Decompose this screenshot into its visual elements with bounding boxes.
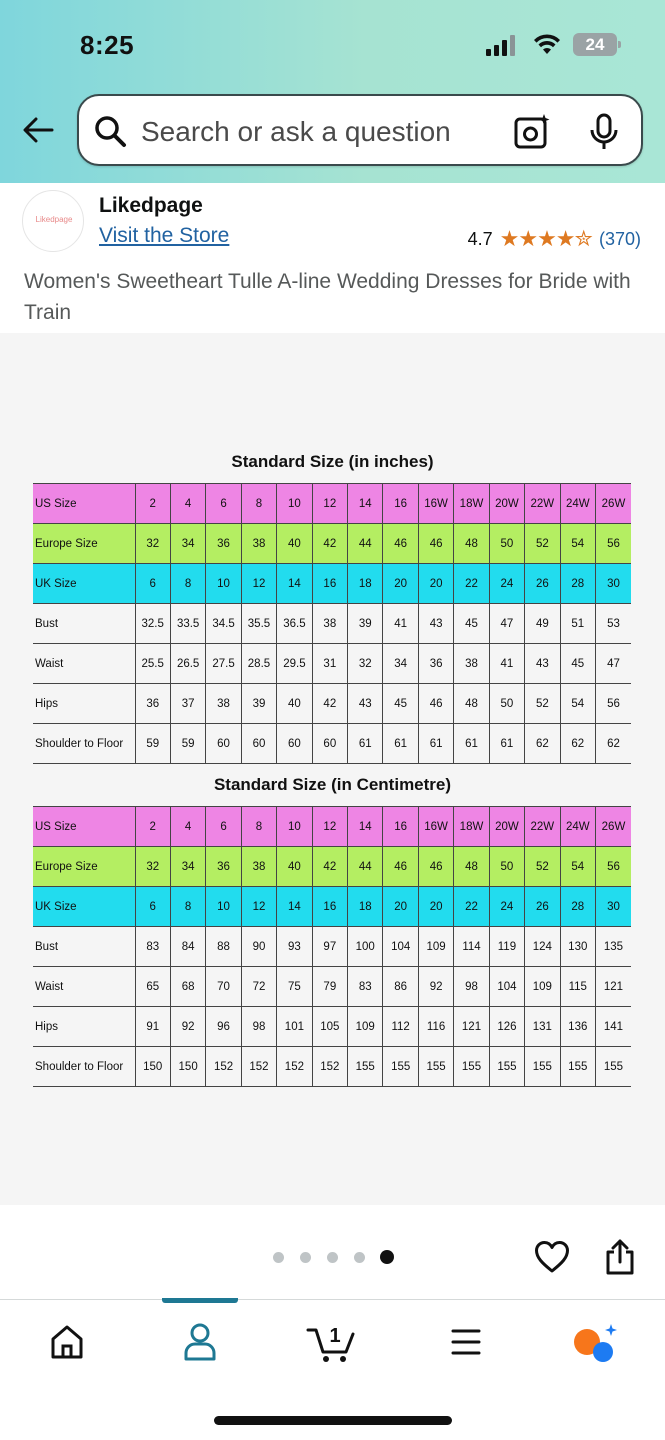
size-cell: 152 — [206, 1047, 241, 1087]
size-cell: 14 — [277, 564, 312, 604]
size-chart-inches — [33, 483, 631, 764]
size-cell: 6 — [135, 887, 170, 927]
carousel-dot[interactable] — [327, 1252, 338, 1263]
size-cell: 41 — [489, 644, 524, 684]
size-cell: 52 — [525, 847, 560, 887]
size-cell: 10 — [277, 484, 312, 524]
size-cell: 62 — [525, 724, 560, 764]
size-cell: 26 — [525, 564, 560, 604]
size-cell: 42 — [312, 684, 347, 724]
size-cell: 26.5 — [170, 644, 205, 684]
size-row-label: Waist — [35, 980, 64, 993]
size-cell: 10 — [277, 807, 312, 847]
size-cell: 16 — [383, 484, 418, 524]
brand-name: Likedpage — [99, 194, 203, 217]
size-cell: 65 — [135, 967, 170, 1007]
size-row-label: Shoulder to Floor — [35, 737, 124, 750]
store-logo[interactable] — [22, 190, 84, 252]
size-cell: 22 — [454, 564, 489, 604]
size-cell: 104 — [383, 927, 418, 967]
size-chart-centimetres — [33, 806, 631, 1087]
size-row — [33, 887, 631, 927]
status-time: 8:25 — [80, 30, 135, 60]
rating-summary[interactable] — [468, 226, 641, 252]
visit-store-link[interactable]: Visit the Store — [99, 224, 230, 247]
size-cell: 43 — [525, 644, 560, 684]
size-cell: 36 — [135, 684, 170, 724]
size-cell: 14 — [348, 484, 383, 524]
size-cell: 72 — [241, 967, 276, 1007]
size-cell: 62 — [560, 724, 595, 764]
size-cell: 56 — [595, 524, 631, 564]
size-cell: 100 — [348, 927, 383, 967]
size-cell: 115 — [560, 967, 595, 1007]
size-cell: 6 — [206, 807, 241, 847]
size-cell: 48 — [454, 684, 489, 724]
size-row-label: Waist — [35, 657, 64, 670]
size-cell: 51 — [560, 604, 595, 644]
size-cell: 131 — [525, 1007, 560, 1047]
size-cell: 38 — [206, 684, 241, 724]
size-cell: 52 — [525, 684, 560, 724]
size-cell: 20W — [489, 807, 524, 847]
size-cell: 121 — [595, 967, 631, 1007]
size-cell: 36 — [206, 847, 241, 887]
size-cell: 29.5 — [277, 644, 312, 684]
carousel-dot[interactable] — [354, 1252, 365, 1263]
size-cell: 4 — [170, 484, 205, 524]
size-cell: 98 — [454, 967, 489, 1007]
size-cell: 39 — [348, 604, 383, 644]
size-cell: 38 — [241, 847, 276, 887]
size-cell: 79 — [312, 967, 347, 1007]
size-cell: 31 — [312, 644, 347, 684]
size-cell: 56 — [595, 684, 631, 724]
size-cell: 32.5 — [135, 604, 170, 644]
size-cell: 34.5 — [206, 604, 241, 644]
size-cell: 93 — [277, 927, 312, 967]
rufus-icon[interactable] — [572, 1322, 620, 1362]
battery-icon: 24 — [573, 33, 617, 56]
size-cell: 43 — [348, 684, 383, 724]
size-cell: 104 — [489, 967, 524, 1007]
size-cell: 6 — [135, 564, 170, 604]
size-cell: 36.5 — [277, 604, 312, 644]
size-cell: 32 — [135, 847, 170, 887]
size-cell: 35.5 — [241, 604, 276, 644]
size-cell: 62 — [595, 724, 631, 764]
size-cell: 150 — [170, 1047, 205, 1087]
size-cell: 59 — [170, 724, 205, 764]
size-cell: 54 — [560, 524, 595, 564]
size-cell: 8 — [170, 887, 205, 927]
size-cell: 126 — [489, 1007, 524, 1047]
carousel-dot[interactable] — [380, 1250, 394, 1264]
size-cell: 36 — [418, 644, 453, 684]
size-cell: 46 — [383, 524, 418, 564]
size-cell: 119 — [489, 927, 524, 967]
size-cell: 109 — [348, 1007, 383, 1047]
size-cell: 33.5 — [170, 604, 205, 644]
size-cell: 38 — [312, 604, 347, 644]
size-cell: 136 — [560, 1007, 595, 1047]
size-cell: 112 — [383, 1007, 418, 1047]
size-cell: 44 — [348, 524, 383, 564]
size-cell: 59 — [135, 724, 170, 764]
size-cell: 10 — [206, 564, 241, 604]
size-row — [33, 724, 631, 764]
size-cell: 8 — [170, 564, 205, 604]
size-cell: 109 — [525, 967, 560, 1007]
size-cell: 12 — [241, 564, 276, 604]
size-row — [33, 1007, 631, 1047]
size-cell: 10 — [206, 887, 241, 927]
size-cell: 20 — [383, 564, 418, 604]
size-cell: 49 — [525, 604, 560, 644]
active-tab-indicator — [162, 1298, 238, 1303]
size-cell: 20W — [489, 484, 524, 524]
size-row-label: US Size — [35, 497, 77, 510]
size-cell: 24 — [489, 887, 524, 927]
size-row-label: Bust — [35, 940, 59, 953]
size-cell: 114 — [454, 927, 489, 967]
size-cell: 54 — [560, 847, 595, 887]
size-cell: 26W — [595, 484, 631, 524]
size-row-label: Shoulder to Floor — [35, 1060, 124, 1073]
size-cell: 16W — [418, 484, 453, 524]
size-cell: 152 — [277, 1047, 312, 1087]
size-cell: 22 — [454, 887, 489, 927]
size-cell: 42 — [312, 524, 347, 564]
microphone-icon[interactable] — [589, 112, 619, 152]
size-cell: 68 — [170, 967, 205, 1007]
size-cell: 12 — [312, 484, 347, 524]
size-cell: 18W — [454, 484, 489, 524]
size-row-label: Hips — [35, 697, 59, 710]
size-cell: 45 — [383, 684, 418, 724]
size-cell: 37 — [170, 684, 205, 724]
size-cell: 61 — [489, 724, 524, 764]
size-row — [33, 807, 631, 847]
store-logo-text: Likedpage — [35, 215, 73, 224]
size-cell: 155 — [383, 1047, 418, 1087]
size-cell: 25.5 — [135, 644, 170, 684]
size-cell: 20 — [418, 564, 453, 604]
size-cell: 130 — [560, 927, 595, 967]
search-placeholder[interactable]: Search or ask a question — [141, 116, 451, 147]
size-row — [33, 927, 631, 967]
size-cell: 16 — [312, 887, 347, 927]
size-row — [33, 1047, 631, 1087]
size-cell: 61 — [348, 724, 383, 764]
size-cell: 32 — [135, 524, 170, 564]
size-cell: 18 — [348, 887, 383, 927]
size-cell: 20 — [418, 887, 453, 927]
size-row — [33, 644, 631, 684]
size-cell: 48 — [454, 524, 489, 564]
size-cell: 40 — [277, 847, 312, 887]
size-cell: 16W — [418, 807, 453, 847]
size-cell: 141 — [595, 1007, 631, 1047]
size-cell: 44 — [348, 847, 383, 887]
signal-icon — [486, 34, 520, 56]
size-cell: 24 — [489, 564, 524, 604]
size-cell: 101 — [277, 1007, 312, 1047]
size-cell: 96 — [206, 1007, 241, 1047]
size-cell: 12 — [241, 887, 276, 927]
size-cell: 83 — [348, 967, 383, 1007]
size-cell: 18W — [454, 807, 489, 847]
size-cell: 152 — [312, 1047, 347, 1087]
size-cell: 26 — [525, 887, 560, 927]
size-cell: 2 — [135, 484, 170, 524]
size-cell: 61 — [454, 724, 489, 764]
size-cell: 45 — [454, 604, 489, 644]
account-icon[interactable] — [183, 1322, 217, 1362]
size-cell: 46 — [418, 524, 453, 564]
size-cell: 155 — [418, 1047, 453, 1087]
size-row — [33, 484, 631, 524]
size-row-label: US Size — [35, 820, 77, 833]
size-cell: 91 — [135, 1007, 170, 1047]
size-cell: 97 — [312, 927, 347, 967]
size-cell: 84 — [170, 927, 205, 967]
size-cell: 14 — [277, 887, 312, 927]
size-cell: 88 — [206, 927, 241, 967]
size-row — [33, 967, 631, 1007]
size-chart-cm-title: Standard Size (in Centimetre) — [213, 775, 452, 794]
size-cell: 36 — [206, 524, 241, 564]
size-cell: 98 — [241, 1007, 276, 1047]
size-cell: 83 — [135, 927, 170, 967]
size-cell: 28 — [560, 887, 595, 927]
size-cell: 152 — [241, 1047, 276, 1087]
size-cell: 8 — [241, 484, 276, 524]
size-cell: 50 — [489, 684, 524, 724]
size-row — [33, 684, 631, 724]
size-chart-inch-title: Standard Size (in inches) — [231, 452, 434, 471]
size-cell: 155 — [489, 1047, 524, 1087]
size-cell: 52 — [525, 524, 560, 564]
home-indicator — [214, 1416, 452, 1425]
size-cell: 60 — [312, 724, 347, 764]
carousel-dots[interactable] — [272, 1248, 402, 1268]
size-cell: 30 — [595, 887, 631, 927]
heart-icon[interactable] — [534, 1240, 570, 1274]
size-cell: 60 — [206, 724, 241, 764]
size-cell: 61 — [383, 724, 418, 764]
size-row — [33, 604, 631, 644]
size-cell: 38 — [241, 524, 276, 564]
size-cell: 24W — [560, 807, 595, 847]
size-cell: 46 — [383, 847, 418, 887]
size-cell: 116 — [418, 1007, 453, 1047]
size-cell: 16 — [383, 807, 418, 847]
size-cell: 39 — [241, 684, 276, 724]
size-cell: 34 — [170, 847, 205, 887]
size-cell: 61 — [418, 724, 453, 764]
size-cell: 28 — [560, 564, 595, 604]
size-cell: 27.5 — [206, 644, 241, 684]
size-cell: 155 — [525, 1047, 560, 1087]
header — [0, 0, 665, 183]
size-cell: 92 — [418, 967, 453, 1007]
product-image[interactable] — [0, 333, 665, 1205]
size-cell: 30 — [595, 564, 631, 604]
size-cell: 50 — [489, 524, 524, 564]
size-cell: 22W — [525, 807, 560, 847]
size-cell: 75 — [277, 967, 312, 1007]
size-cell: 86 — [383, 967, 418, 1007]
size-row-label: Europe Size — [35, 860, 98, 873]
size-cell: 6 — [206, 484, 241, 524]
back-arrow-icon[interactable] — [20, 112, 56, 148]
size-cell: 121 — [454, 1007, 489, 1047]
size-cell: 150 — [135, 1047, 170, 1087]
size-cell: 105 — [312, 1007, 347, 1047]
size-cell: 155 — [454, 1047, 489, 1087]
size-row — [33, 524, 631, 564]
size-cell: 124 — [525, 927, 560, 967]
size-cell: 155 — [560, 1047, 595, 1087]
size-cell: 92 — [170, 1007, 205, 1047]
size-row-label: Europe Size — [35, 537, 98, 550]
size-cell: 135 — [595, 927, 631, 967]
size-cell: 40 — [277, 524, 312, 564]
size-cell: 14 — [348, 807, 383, 847]
size-cell: 70 — [206, 967, 241, 1007]
home-icon[interactable] — [50, 1324, 84, 1360]
size-cell: 48 — [454, 847, 489, 887]
camera-search-icon[interactable] — [513, 113, 551, 151]
carousel-dot[interactable] — [273, 1252, 284, 1263]
size-cell: 18 — [348, 564, 383, 604]
size-cell: 155 — [348, 1047, 383, 1087]
size-cell: 50 — [489, 847, 524, 887]
size-row-label: Hips — [35, 1020, 59, 1033]
size-cell: 41 — [383, 604, 418, 644]
size-cell: 56 — [595, 847, 631, 887]
review-count[interactable]: (370) — [598, 228, 641, 249]
size-cell: 8 — [241, 807, 276, 847]
size-cell: 54 — [560, 684, 595, 724]
share-icon[interactable] — [604, 1238, 636, 1276]
size-cell: 155 — [595, 1047, 631, 1087]
size-row-label: UK Size — [35, 900, 77, 913]
size-cell: 90 — [241, 927, 276, 967]
size-cell: 60 — [277, 724, 312, 764]
size-cell: 32 — [348, 644, 383, 684]
size-cell: 45 — [560, 644, 595, 684]
size-cell: 16 — [312, 564, 347, 604]
size-row — [33, 847, 631, 887]
cart-icon[interactable] — [306, 1320, 358, 1364]
size-cell: 40 — [277, 684, 312, 724]
size-cell: 34 — [170, 524, 205, 564]
menu-icon[interactable] — [450, 1326, 482, 1358]
size-cell: 109 — [418, 927, 453, 967]
size-cell: 42 — [312, 847, 347, 887]
cart-count: 1 — [329, 1325, 341, 1347]
size-cell: 53 — [595, 604, 631, 644]
size-cell: 24W — [560, 484, 595, 524]
rating-value: 4.7 — [467, 228, 493, 249]
size-cell: 46 — [418, 684, 453, 724]
size-cell: 46 — [418, 847, 453, 887]
carousel-dot[interactable] — [300, 1252, 311, 1263]
size-row-label: UK Size — [35, 577, 77, 590]
product-title: Women's Sweetheart Tulle A-line Wedding Dresses for Bride with Train — [24, 270, 631, 324]
star-rating-icon: ★★★★✮ — [499, 226, 592, 251]
size-cell: 34 — [383, 644, 418, 684]
size-cell: 22W — [525, 484, 560, 524]
search-icon — [93, 114, 127, 148]
search-bar[interactable] — [77, 94, 643, 166]
size-cell: 38 — [454, 644, 489, 684]
size-cell: 26W — [595, 807, 631, 847]
size-row — [33, 564, 631, 604]
size-cell: 20 — [383, 887, 418, 927]
size-cell: 47 — [595, 644, 631, 684]
size-cell: 4 — [170, 807, 205, 847]
size-cell: 2 — [135, 807, 170, 847]
size-cell: 47 — [489, 604, 524, 644]
size-cell: 12 — [312, 807, 347, 847]
size-cell: 43 — [418, 604, 453, 644]
wifi-icon — [532, 32, 562, 56]
size-cell: 28.5 — [241, 644, 276, 684]
size-row-label: Bust — [35, 617, 59, 630]
size-cell: 60 — [241, 724, 276, 764]
